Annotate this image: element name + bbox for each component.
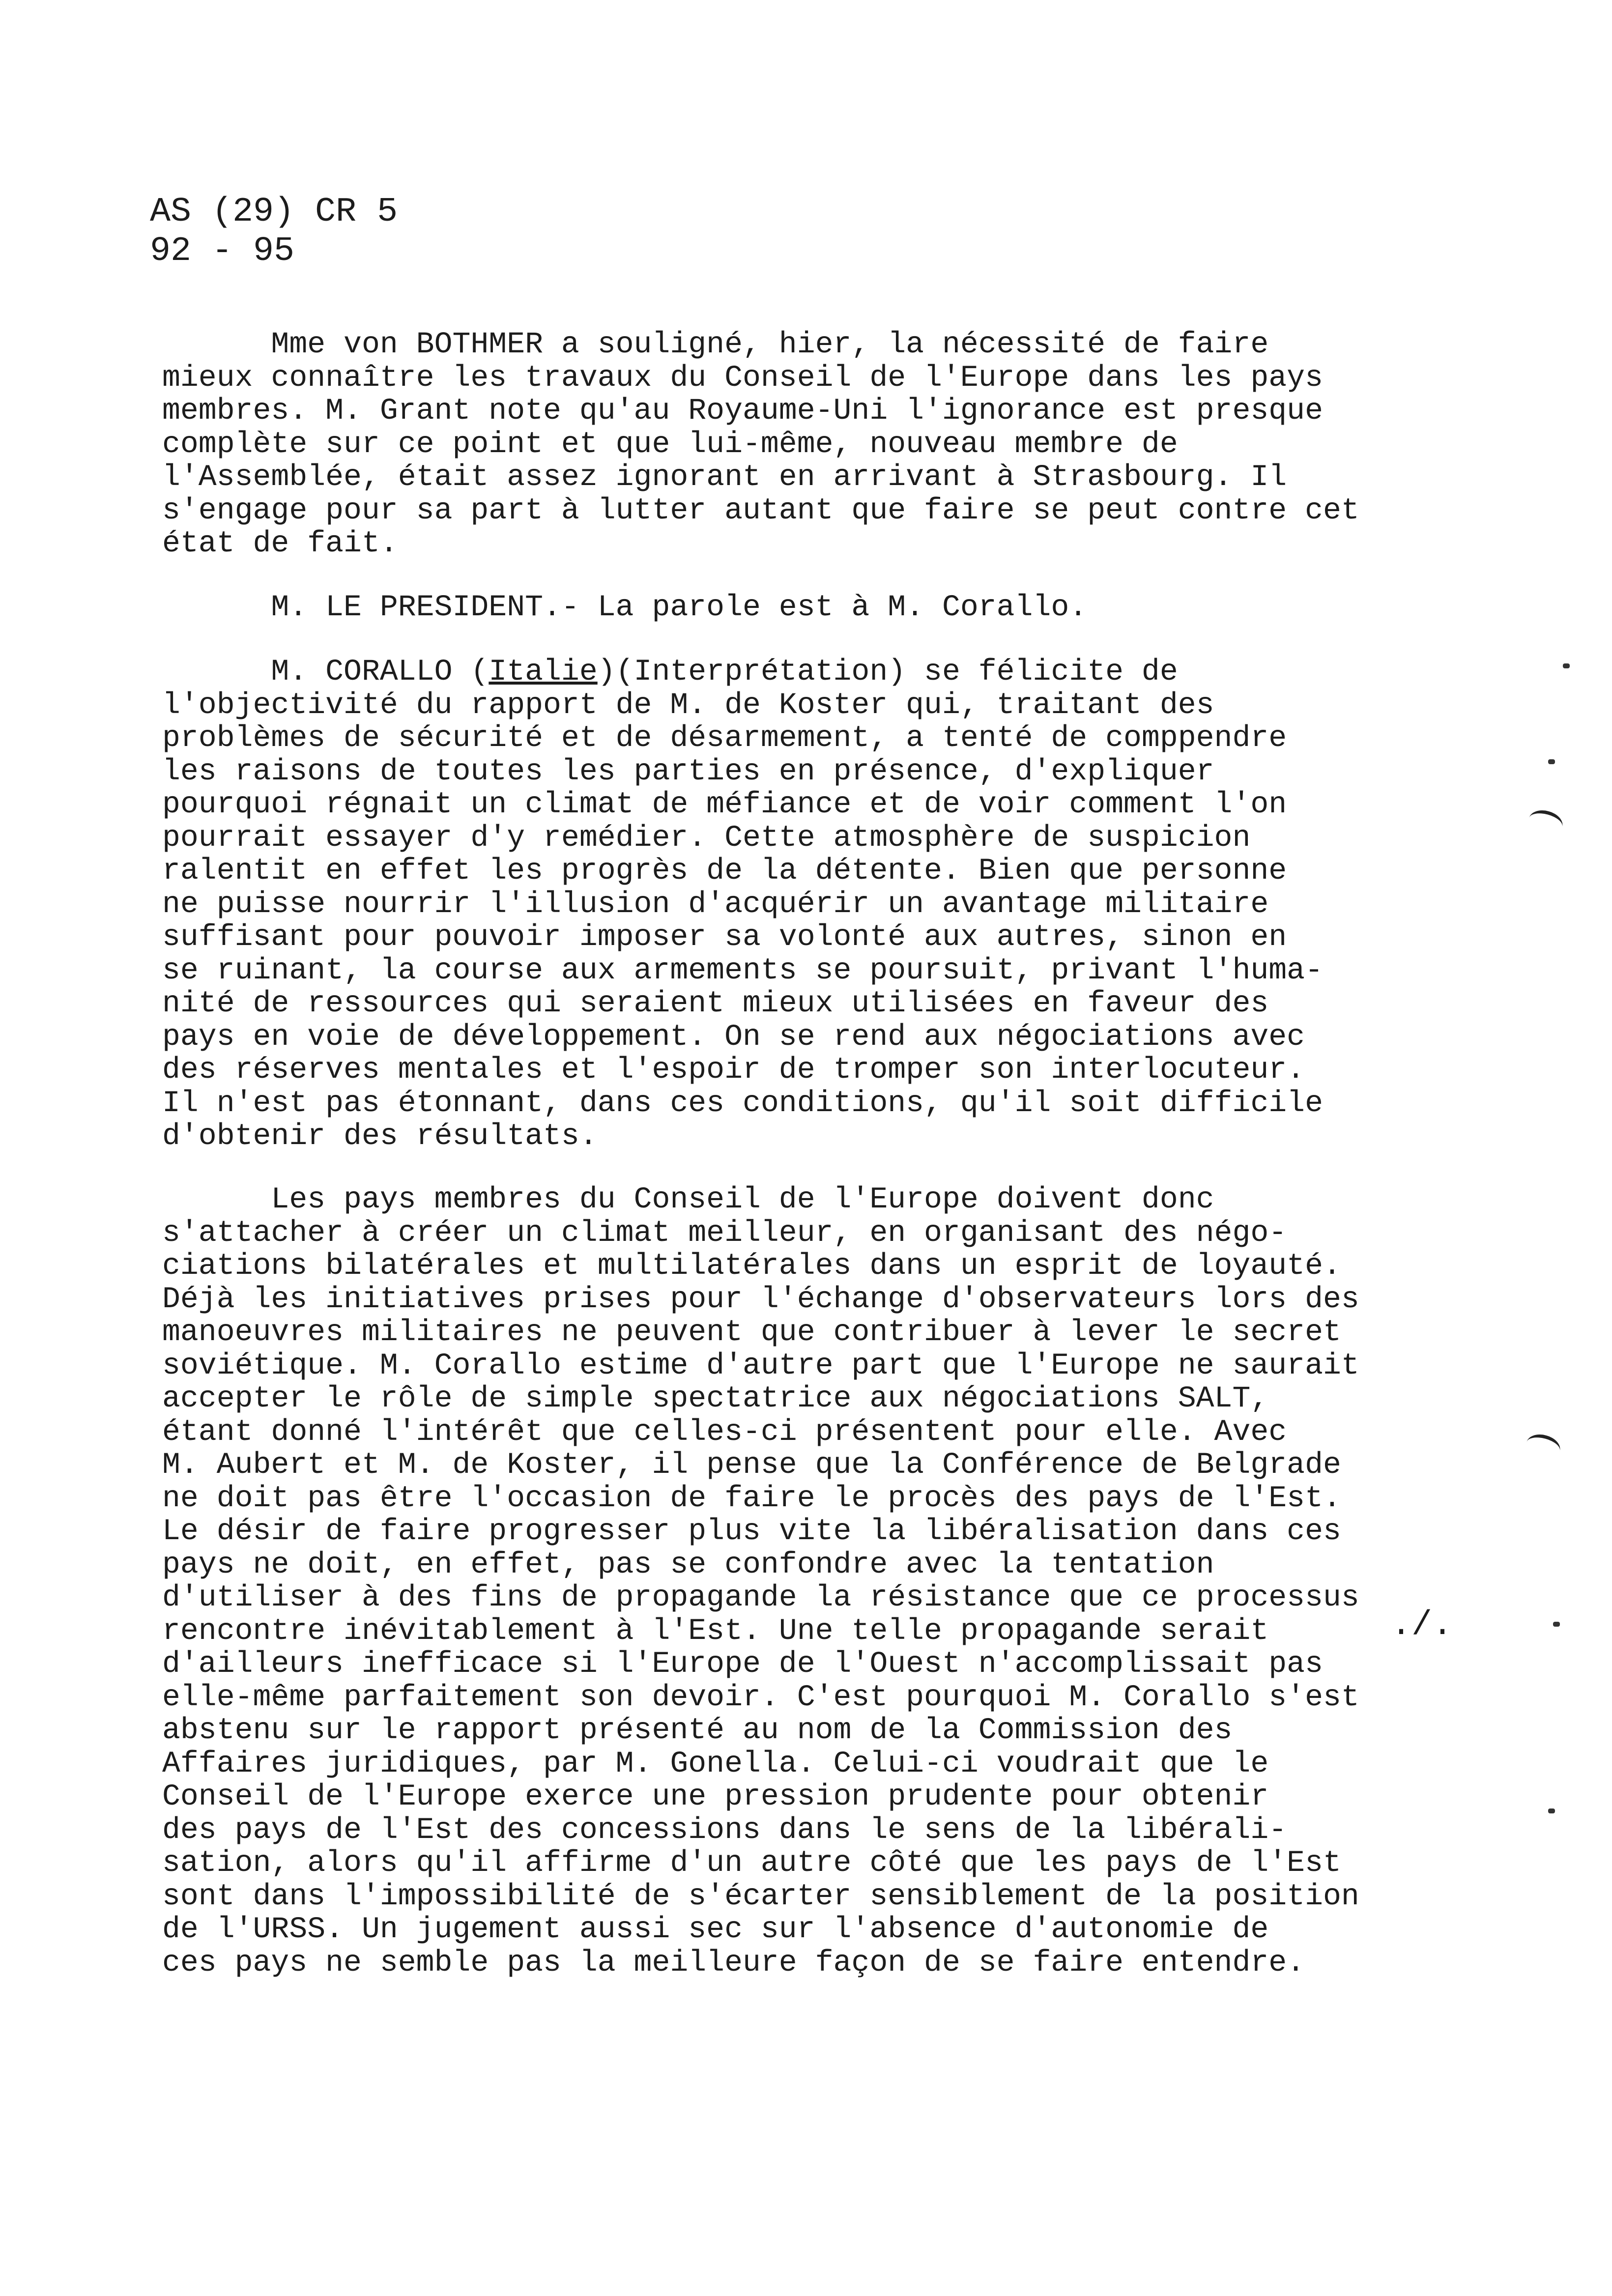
text-line: mieux connaître les travaux du Conseil de l'Europe dans les pays	[162, 361, 1323, 395]
scan-speck	[1563, 663, 1570, 668]
text-line: Il n'est pas étonnant, dans ces conditions, qu'il soit difficile	[162, 1086, 1323, 1120]
text-line: état de fait.	[162, 527, 398, 561]
text-line: soviétique. M. Corallo estime d'autre part que l'Europe ne saurait	[162, 1349, 1359, 1383]
punch-hole-mark	[1524, 1431, 1563, 1463]
paragraph-member-states	[162, 1183, 1479, 1980]
text-line: des pays de l'Est des concessions dans le sens de la libérali-	[162, 1813, 1287, 1847]
text-line: pays en voie de développement. On se rend aux négociations avec	[162, 1020, 1305, 1054]
reference-code: AS (29) CR 5	[150, 193, 398, 231]
text-line: M. Aubert et M. de Koster, il pense que la Conférence de Belgrade	[162, 1448, 1341, 1482]
text-line: ne doit pas être l'occasion de faire le procès des pays de l'Est.	[162, 1481, 1341, 1516]
text-line: accepter le rôle de simple spectatrice aux négociations SALT,	[162, 1382, 1269, 1416]
text-line: se ruinant, la course aux armements se poursuit, privant l'huma-	[162, 953, 1323, 988]
paragraph-bothmer	[162, 328, 1479, 561]
text-line: d'obtenir des résultats.	[162, 1119, 598, 1153]
text-line: de l'URSS. Un jugement aussi sec sur l'absence d'autonomie de	[162, 1913, 1269, 1947]
scan-speck	[1548, 759, 1555, 764]
text-line: ralentit en effet les progrès de la détente. Bien que personne	[162, 854, 1287, 888]
text-line: membres. M. Grant note qu'au Royaume-Uni l'ignorance est presque	[162, 394, 1323, 428]
document-reference	[150, 193, 398, 271]
continuation-mark: ./.	[1391, 1606, 1453, 1645]
speaker-prefix: M. CORALLO (	[162, 655, 489, 689]
text-line: Les pays membres du Conseil de l'Europe doivent donc	[162, 1183, 1214, 1217]
text-line: Mme von BOTHMER a souligné, hier, la nécessité de faire	[162, 328, 1269, 362]
text-line: Le désir de faire progresser plus vite la libéralisation dans ces	[162, 1515, 1341, 1549]
paragraph-president	[162, 591, 1479, 625]
text-line: complète sur ce point et que lui-même, nouveau membre de	[162, 427, 1178, 461]
text-line: M. LE PRESIDENT.- La parole est à M. Corallo.	[162, 591, 1088, 625]
text-line: l'objectivité du rapport de M. de Koster qui, traitant des	[162, 688, 1214, 722]
text-line: nité de ressources qui seraient mieux utilisées en faveur des	[162, 987, 1269, 1021]
text-line: problèmes de sécurité et de désarmement, a tenté de comppendre	[162, 721, 1287, 755]
text-line: s'attacher à créer un climat meilleur, en organisant des négo-	[162, 1216, 1287, 1250]
text-line: l'Assemblée, était assez ignorant en arrivant à Strasbourg. Il	[162, 460, 1287, 494]
text-line-speaker	[162, 656, 1479, 689]
text-line: abstenu sur le rapport présenté au nom de la Commission des	[162, 1714, 1233, 1748]
country-underlined: Italie	[489, 655, 598, 689]
text-line: ne puisse nourrir l'illusion d'acquérir un avantage militaire	[162, 887, 1269, 921]
text-line: pays ne doit, en effet, pas se confondre avec la tentation	[162, 1548, 1214, 1582]
scan-speck	[1548, 1808, 1555, 1813]
text-line: les raisons de toutes les parties en présence, d'expliquer	[162, 754, 1214, 789]
text-line: Déjà les initiatives prises pour l'échange d'observateurs lors des	[162, 1282, 1359, 1317]
text-line: Affaires juridiques, par M. Gonella. Celui-ci voudrait que le	[162, 1747, 1269, 1781]
punch-hole-mark	[1526, 807, 1565, 838]
text-line: Conseil de l'Europe exerce une pression prudente pour obtenir	[162, 1780, 1269, 1814]
text-line: étant donné l'intérêt que celles-ci présentent pour elle. Avec	[162, 1415, 1287, 1449]
text-line: sation, alors qu'il affirme d'un autre côté que les pays de l'Est	[162, 1846, 1341, 1880]
text-line: suffisant pour pouvoir imposer sa volonté aux autres, sinon en	[162, 920, 1287, 954]
text-line: pourrait essayer d'y remédier. Cette atmosphère de suspicion	[162, 821, 1251, 855]
page-range: 92 - 95	[150, 232, 295, 271]
text-line: s'engage pour sa part à lutter autant que faire se peut contre cet	[162, 493, 1359, 528]
scan-speck	[1553, 1622, 1560, 1627]
text-line: ces pays ne semble pas la meilleure façon de se faire entendre.	[162, 1946, 1305, 1980]
text-line: des réserves mentales et l'espoir de tromper son interlocuteur.	[162, 1053, 1305, 1087]
text-line: d'ailleurs inefficace si l'Europe de l'Ouest n'accomplissait pas	[162, 1647, 1323, 1681]
text-line: manoeuvres militaires ne peuvent que contribuer à lever le secret	[162, 1316, 1341, 1349]
paragraph-corallo-intro	[162, 656, 1479, 1153]
text-line: ciations bilatérales et multilatérales dans un esprit de loyauté.	[162, 1249, 1341, 1283]
text-line: rencontre inévitablement à l'Est. Une telle propagande serait	[162, 1614, 1269, 1648]
text-line: sont dans l'impossibilité de s'écarter sensiblement de la position	[162, 1879, 1359, 1914]
text-line: pourquoi régnait un climat de méfiance et de voir comment l'on	[162, 788, 1287, 822]
text-line: elle-même parfaitement son devoir. C'est pourquoi M. Corallo s'est	[162, 1680, 1359, 1715]
text-line: d'utiliser à des fins de propagande la résistance que ce processus	[162, 1581, 1359, 1615]
speaker-suffix: )(Interprétation) se félicite de	[597, 655, 1178, 689]
